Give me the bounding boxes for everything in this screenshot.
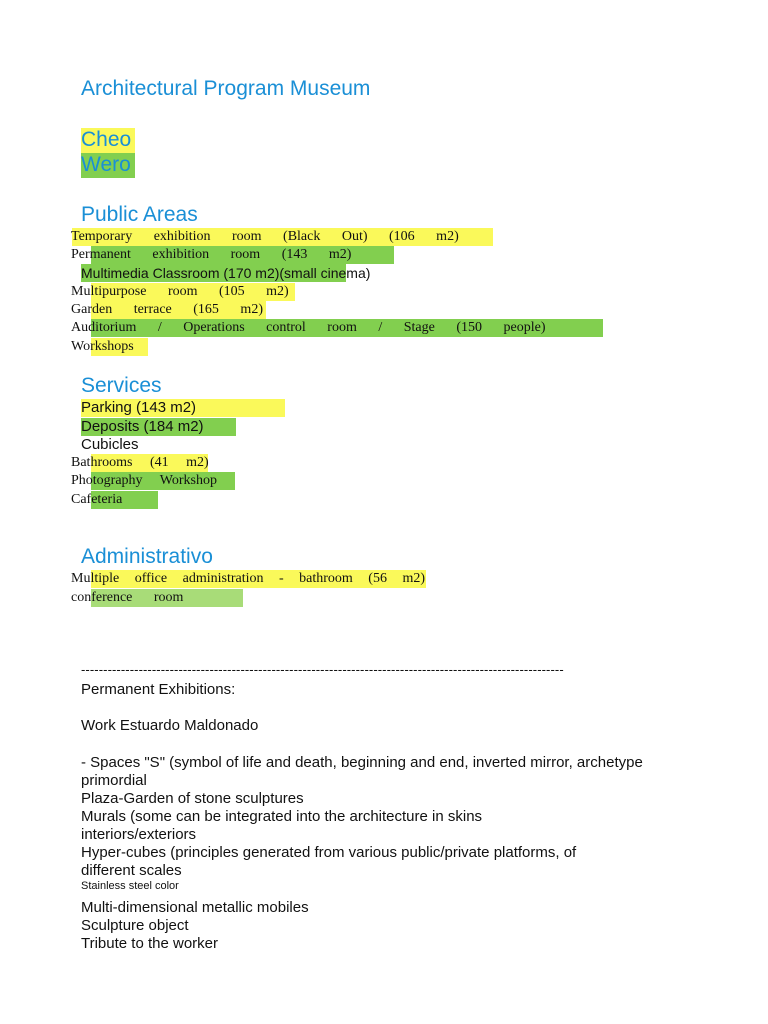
exhibition-line: interiors/exteriors: [81, 826, 197, 843]
separator-line: -------------------------------------------------------------------------------------------------------------: [81, 662, 564, 677]
admin-item-conference: conference room: [71, 590, 184, 605]
exhibition-line: Plaza-Garden of stone sculptures: [81, 790, 304, 807]
page-title: Architectural Program Museum: [81, 77, 371, 100]
exhibition-line: Murals (some can be integrated into the architecture in skins: [81, 808, 483, 825]
exhibition-line: Hyper-cubes (principles generated from various public/private platforms, of: [81, 844, 577, 861]
public-item-permanent: Permanent exhibition room (143 m2): [71, 247, 352, 262]
public-item-workshops: Workshops: [71, 339, 134, 354]
name-cheo: Cheo: [81, 128, 132, 151]
public-item-multipurpose: Multipurpose room (105 m2): [71, 284, 289, 299]
public-item-garden: Garden terrace (165 m2): [71, 302, 263, 317]
name-wero: Wero: [81, 153, 131, 176]
service-item-cubicles: Cubicles: [81, 436, 139, 453]
public-areas-heading: Public Areas: [81, 203, 198, 226]
exhibition-line: Multi-dimensional metallic mobiles: [81, 899, 309, 916]
service-item-bathrooms: Bathrooms (41 m2): [71, 455, 209, 470]
service-item-deposits: Deposits (184 m2): [81, 418, 204, 435]
exhibition-line: - Spaces "S" (symbol of life and death, beginning and end, inverted mirror, archetype: [81, 754, 643, 771]
exhibition-line: Tribute to the worker: [81, 935, 218, 952]
exhibition-line: Sculpture object: [81, 917, 189, 934]
admin-item-office: Multiple office administration - bathroom (56 m2): [71, 571, 426, 586]
exhibition-line: different scales: [81, 862, 182, 879]
service-item-cafeteria: Cafeteria: [71, 492, 123, 507]
exhibition-note: Stainless steel color: [81, 880, 179, 892]
exhibitions-work: Work Estuardo Maldonado: [81, 717, 259, 734]
public-item-multimedia: Multimedia Classroom (170 m2)(small cinema): [81, 265, 371, 281]
public-item-auditorium: Auditorium / Operations control room / Stage (150 people): [71, 320, 546, 335]
exhibitions-heading: Permanent Exhibitions:: [81, 681, 236, 698]
service-item-parking: Parking (143 m2): [81, 399, 197, 416]
public-item-temporary: Temporary exhibition room (Black Out) (106 m2): [71, 229, 459, 244]
exhibition-line: primordial: [81, 772, 147, 789]
services-heading: Services: [81, 374, 162, 397]
service-item-photography: Photography Workshop: [71, 473, 218, 488]
administrative-heading: Administrativo: [81, 545, 213, 568]
